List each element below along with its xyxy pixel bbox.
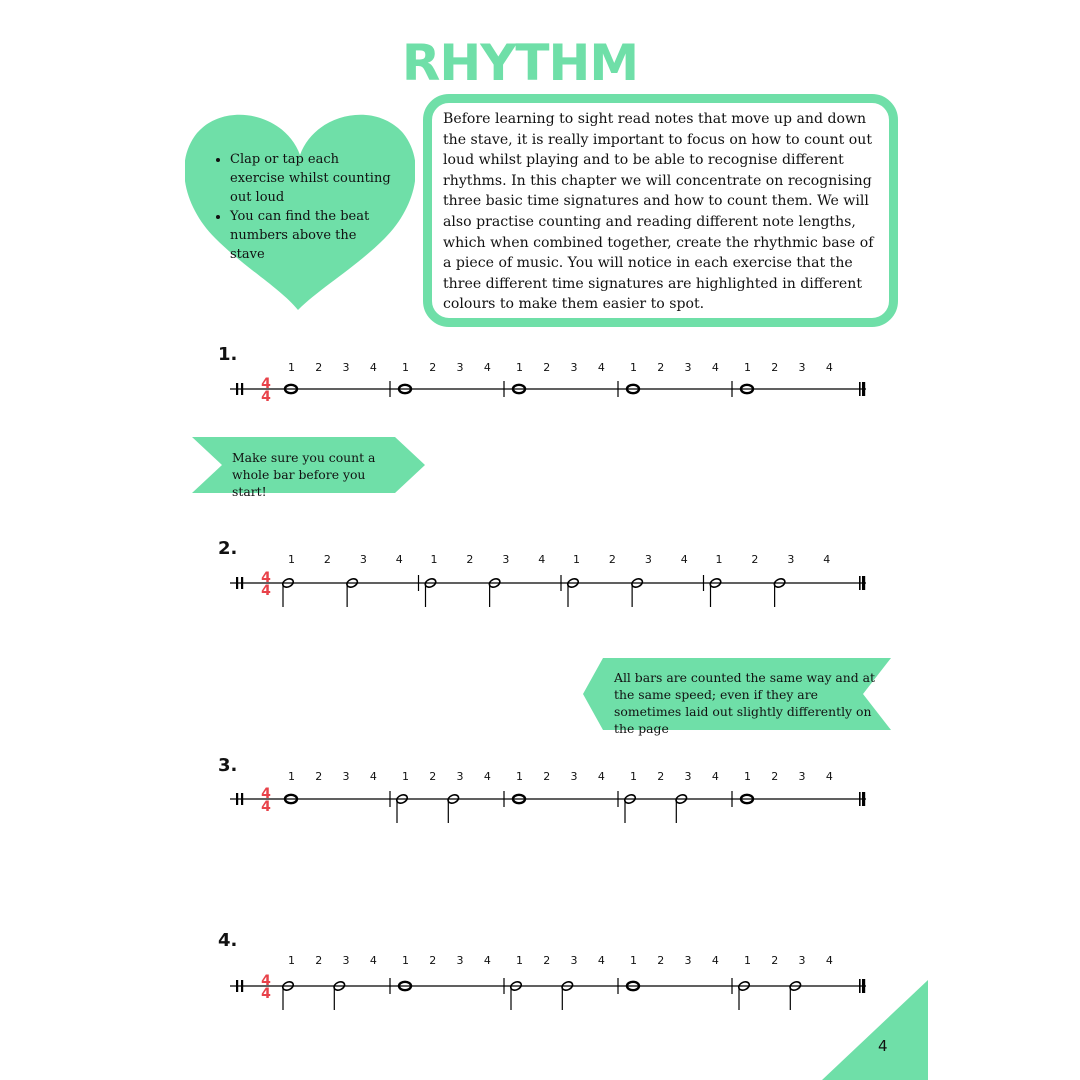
beat-count: 1 [630,770,637,783]
beat-count: 1 [573,553,580,566]
beat-count: 1 [630,954,637,967]
beat-count: 3 [787,553,795,566]
beat-count: 3 [456,954,464,967]
time-signature-bottom: 4 [261,986,271,1002]
beat-count: 1 [630,361,637,374]
beat-count: 3 [342,770,350,783]
end-barline [859,382,861,396]
beat-count: 4 [711,954,719,967]
beat-count: 2 [771,770,779,783]
beat-count: 4 [597,361,605,374]
beat-count: 1 [744,770,751,783]
time-signature-bottom: 4 [261,799,271,815]
beat-count: 4 [395,553,403,566]
beat-count: 3 [798,954,806,967]
page-title: RHYTHM [401,34,639,92]
beat-count: 3 [359,553,367,566]
beat-count: 2 [608,553,616,566]
banner-2-text: All bars are counted the same way and at the same speed; even if they are sometimes laid out slightly differently on the page [614,670,876,736]
beat-count: 2 [543,361,551,374]
beat-count: 4 [597,770,605,783]
start-repeat-bar [236,980,238,992]
beat-count: 2 [771,361,779,374]
start-repeat-bar [241,383,243,395]
exercise-number: 3. [218,755,238,776]
beat-count: 4 [711,361,719,374]
beat-count: 1 [744,361,751,374]
beat-count: 2 [771,954,779,967]
end-barline [862,382,865,396]
beat-count: 1 [430,553,438,566]
beat-count: 4 [825,361,833,374]
beat-count: 2 [429,770,437,783]
beat-count: 3 [456,770,464,783]
beat-count: 3 [342,361,350,374]
beat-count: 4 [711,770,719,783]
time-signature-top: 4 [261,376,271,392]
intro-text: Before learning to sight read notes that move up and down the stave, it is really important to focus on how to count out loud whilst playing and to be able to recognise different rhythms. In this chapter we will concentrate on recognising three basic time signatures and how to count them. We will also practise counting and reading different note lengths, which when combined together, create the rhythmic base of a piece of music. You will notice in each exercise that the three different time signatures are highlighted in different colours to make them easier to spot. [443,111,874,313]
beat-count: 2 [657,954,665,967]
beat-count: 4 [597,954,605,967]
start-repeat-bar [236,793,238,805]
beat-count: 2 [543,954,551,967]
page-number: 4 [878,1037,888,1055]
beat-count: 3 [570,361,578,374]
beat-count: 2 [751,553,759,566]
beat-count: 3 [456,361,464,374]
banner-1-text: Make sure you count a whole bar before you start! [232,450,376,499]
beat-count: 2 [657,770,665,783]
beat-count: 4 [369,361,377,374]
beat-count: 4 [825,954,833,967]
beat-count: 4 [369,770,377,783]
beat-count: 3 [798,361,806,374]
exercise-number: 1. [218,344,238,365]
corner-triangle [822,980,930,1080]
time-signature-top: 4 [261,570,271,586]
beat-count: 1 [402,361,409,374]
beat-count: 4 [680,553,688,566]
end-barline [859,792,861,806]
time-signature-top: 4 [261,973,271,989]
beat-count: 2 [315,954,323,967]
beat-count: 1 [744,954,751,967]
beat-count: 4 [823,553,831,566]
beat-count: 2 [543,770,551,783]
beat-count: 4 [369,954,377,967]
start-repeat-bar [241,793,243,805]
beat-count: 3 [684,954,692,967]
beat-count: 4 [483,954,491,967]
beat-count: 1 [402,770,409,783]
time-signature-bottom: 4 [261,389,271,405]
beat-count: 2 [657,361,665,374]
beat-count: 3 [342,954,350,967]
end-barline [862,576,865,590]
start-repeat-bar [241,980,243,992]
beat-count: 2 [429,361,437,374]
beat-count: 1 [402,954,409,967]
beat-count: 1 [516,770,523,783]
start-repeat-bar [236,577,238,589]
beat-count: 4 [483,770,491,783]
time-signature-top: 4 [261,786,271,802]
beat-count: 2 [315,361,323,374]
beat-count: 3 [644,553,652,566]
time-signature-bottom: 4 [261,583,271,599]
beat-count: 1 [516,361,523,374]
tip-item: • Clap or tap each exercise whilst counting out loud [230,150,395,207]
beat-count: 1 [516,954,523,967]
beat-count: 2 [315,770,323,783]
beat-count: 2 [323,553,331,566]
exercise-number: 2. [218,538,238,559]
beat-count: 2 [429,954,437,967]
beat-count: 3 [684,770,692,783]
beat-count: 1 [288,553,295,566]
end-barline [862,792,865,806]
beat-count: 4 [538,553,546,566]
beat-count: 4 [825,770,833,783]
beat-count: 3 [684,361,692,374]
start-repeat-bar [236,383,238,395]
beat-count: 1 [715,553,723,566]
beat-count: 2 [466,553,474,566]
beat-count: 3 [570,954,578,967]
beat-count: 4 [483,361,491,374]
beat-count: 1 [288,361,295,374]
beat-count: 3 [502,553,510,566]
start-repeat-bar [241,577,243,589]
end-barline [859,576,861,590]
beat-count: 3 [798,770,806,783]
beat-count: 1 [288,954,295,967]
beat-count: 1 [288,770,295,783]
tip-item: • You can find the beat numbers above the stave [230,207,395,264]
exercise-number: 4. [218,930,238,951]
beat-count: 3 [570,770,578,783]
